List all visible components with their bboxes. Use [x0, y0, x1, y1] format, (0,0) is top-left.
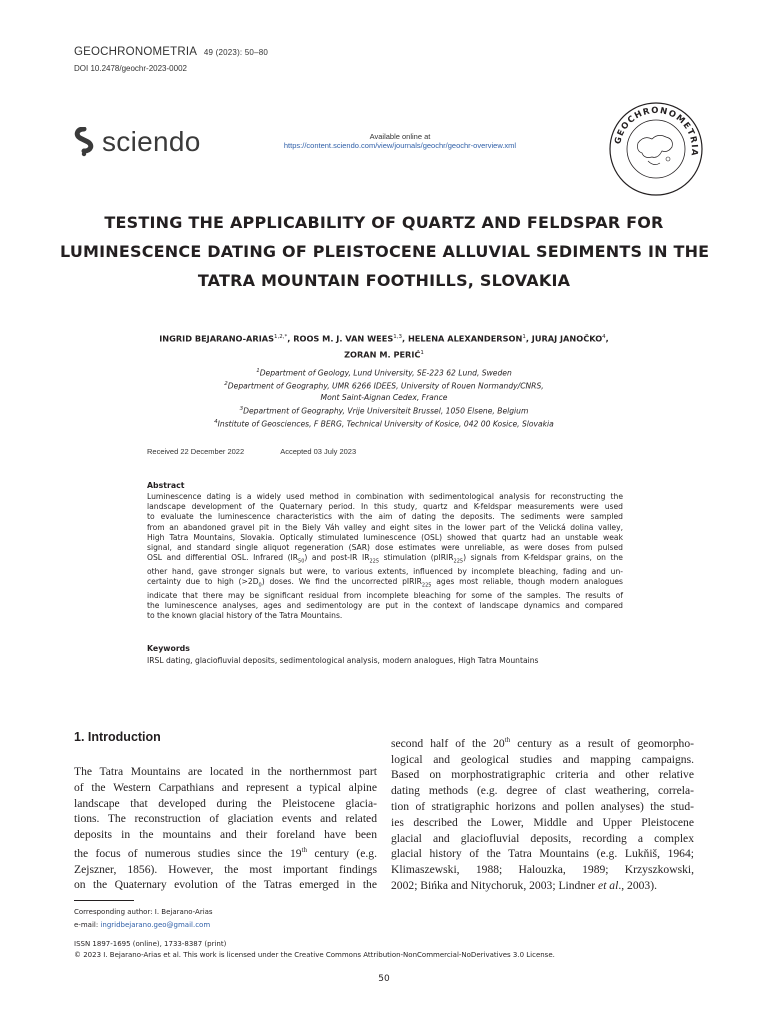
journal-name-line: [74, 46, 268, 58]
affiliation-sup: 4: [214, 418, 218, 425]
abstract-line: the luminescence analyses, ages and sedimentology are put in the context of landscape dynamics and compared: [147, 601, 623, 611]
affiliation-sup: 3: [239, 405, 244, 412]
body-column-left: [74, 764, 377, 893]
affiliation-list: [100, 366, 668, 430]
title-line: TATRA MOUNTAIN FOOTHILLS, SLOVAKIA: [197, 271, 571, 290]
author-affil-sup: 1: [522, 334, 526, 340]
journal-volume: 49 (2023): 50–80: [203, 48, 269, 57]
affiliation-text: Institute of Geosciences, F BERG, Technical University of Kosice, 042 00 Kosice, Slovakia: [217, 419, 554, 429]
corresponding-star: *: [284, 334, 288, 340]
author-line: [80, 346, 688, 362]
sciendo-logo-icon: [72, 127, 96, 157]
keywords-heading: Keywords: [147, 644, 190, 653]
body-line: tions. The reconstruction of glaciation events and related: [74, 812, 377, 826]
body-line: 2002; Bińka and Nitychoruk, 2003; Lindner et al., 2003).: [391, 879, 657, 893]
availability-note: [280, 132, 520, 150]
journal-name: GEOCHRONOMETRIA: [74, 46, 197, 58]
accepted-date: Accepted 03 July 2023: [280, 447, 357, 456]
body-line: ies described the Lower, Middle and Upper Pleistocene: [391, 815, 694, 829]
affiliation-sup: 2: [224, 381, 228, 388]
affiliation-text: Department of Geography, Vrije Universiteit Brussel, 1050 Elsene, Belgium: [243, 406, 529, 416]
title-line: LUMINESCENCE DATING OF PLEISTOCENE ALLUVIAL SEDIMENTS IN THE: [60, 242, 710, 261]
affiliation: [100, 417, 668, 430]
abstract-line: signal, and standard single aliquot regeneration (SAR) dose estimates were unreliable, as were doses from pulsed: [147, 543, 623, 553]
page-number: 50: [378, 974, 390, 984]
submission-dates: [147, 447, 356, 456]
body-line: Zejszner, 1856). However, the most important findings: [74, 862, 377, 876]
doi[interactable]: DOI 10.2478/geochr-2023-0002: [74, 64, 187, 73]
journal-url-link[interactable]: https://content.sciendo.com/view/journals/geochr/geochr-overview.xml: [283, 141, 517, 150]
body-line: The Tatra Mountains are located in the northernmost part: [74, 765, 377, 778]
author-name: JURAJ JANOČKO: [531, 333, 603, 344]
body-line: dating methods (e.g. degree of clast weathering, correla-: [391, 784, 694, 798]
corresponding-author: Corresponding author: I. Bejarano-Arias: [74, 908, 213, 916]
author-affil-sup: 4: [602, 334, 606, 340]
footnote-divider: [74, 900, 134, 901]
abstract-body: [147, 492, 623, 621]
affiliation-sup: 1: [256, 368, 260, 374]
abstract-line: indicate that there may be significant residual from incomplete bleaching for some of the samples. The results of: [147, 590, 623, 600]
affiliation-text: Department of Geology, Lund University, SE-223 62 Lund, Sweden: [259, 368, 512, 378]
author-affil-sup: 1,2,: [273, 334, 285, 340]
email-label: e-mail:: [74, 921, 99, 929]
abstract-line: landscape development of the Quaternary period. In this study, quartz and K-feldspar measurements were used: [147, 502, 623, 512]
author-list: [80, 330, 688, 361]
email-link[interactable]: ingridbejarano.geo@gmail.com: [100, 921, 211, 929]
body-line: landscape that developed during the Pleistocene glacia-: [74, 796, 377, 810]
affiliation-text: Department of Geography, UMR 6266 IDEES, University of Rouen Normandy/CNRS,: [227, 381, 544, 391]
author-affil-sup: 1: [420, 349, 424, 356]
author-affil-sup: 1,3: [393, 334, 402, 340]
journal-seal-icon: [608, 101, 704, 197]
abstract-line: OSL and differential OSL. Infrared $(IR_{50})$ and post-IR $IR_{225}$ stimulation (pIRIR$_{225}$) signals from K-feldspar grains, on the: [147, 553, 623, 565]
license: © 2023 I. Bejarano-Arias et al. This work is licensed under the Creative Commons Attribution-NonCommercial-NoDerivatives 3.0 License.: [74, 951, 555, 959]
publisher-name: sciendo: [102, 126, 201, 157]
title-line: TESTING THE APPLICABILITY OF QUARTZ AND FELDSPAR FOR: [104, 213, 664, 232]
abstract-line: certainty due to high $(>2D_0)$ doses. We find the uncorrected pIRIR$_{225}$ ages most reliable, though modern analogues: [147, 577, 623, 589]
section-heading: 1. Introduction: [74, 730, 161, 744]
body-line: glacial history of the Tatra Mountains (e.g. Lukňiš, 1964;: [391, 847, 694, 861]
affiliation-text: Mont Saint-Aignan Cedex, France: [320, 393, 448, 403]
received-date: Received 22 December 2022: [147, 447, 245, 456]
body-line: deposits in the mountains and their foreland have been: [74, 828, 377, 842]
body-line: on the Quaternary evolution of the Tatras emerged in the: [74, 878, 377, 892]
abstract-line: to evaluate the luminescence characteristics with the aim of dating the deposits. The sediments were sampled: [147, 512, 623, 522]
affiliation: [100, 404, 668, 417]
body-line: glacial and glaciofluvial deposits, recording a complex: [391, 831, 694, 845]
body-line: of the Western Carpathians and represent a typical alpine: [74, 780, 377, 794]
available-label: Available online at: [369, 132, 431, 141]
body-line: the focus of numerous studies since the 19th century (e.g.: [74, 845, 378, 860]
paper-title: [60, 208, 708, 295]
author-name: HELENA ALEXANDERSON: [407, 333, 523, 344]
author-name: ZORAN M. PERIĆ: [344, 349, 421, 360]
body-line: Klimaszewski, 1988; Halouzka, 1989; Krzyszkowski,: [391, 863, 694, 877]
body-line: logical and geological studies and mapping campaigns.: [391, 752, 694, 766]
abstract-line: Luminescence dating is a widely used method in combination with sedimentological analysis for reconstructing the: [147, 492, 623, 501]
svg-text:GEOCHRONOMETRIA: GEOCHRONOMETRIA: [613, 105, 700, 158]
author-name: ROOS M. J. VAN WEES: [293, 333, 394, 344]
affiliation: [100, 379, 668, 392]
abstract-line: High Tatra Mountains, Slovakia. Optically stimulated luminescence (OSL) showed that quartz had an unstable weak: [147, 532, 623, 542]
body-line: Based on morphostratigraphic criteria and other relative: [391, 768, 694, 782]
body-line: tion of stratigraphic horizons and pollen analyses) the stud-: [391, 800, 694, 814]
author-name: INGRID BEJARANO-ARIAS: [159, 333, 274, 344]
affiliation: [100, 392, 668, 404]
keywords-text: IRSL dating, glaciofluvial deposits, sedimentological analysis, modern analogues, High Tatra Mountains: [147, 656, 539, 665]
body-column-right: [391, 733, 694, 894]
abstract-line: other hand, gave stronger signals but were, to various extents, influenced by incomplete bleaching, fading and un-: [147, 566, 623, 576]
email-line: [74, 921, 210, 929]
author-line: INGRID BEJARANO-$ARIAS^{1,2,*}$, ROOS M. J. VAN WEES$^{1,3}$, HELENA ALEXANDERSON$^1$, JURAJ JANOČKO$^4$,: [159, 333, 609, 344]
publisher-logo: [72, 127, 201, 157]
abstract-line: to the known glacial history of the Tatra Mountains.: [147, 611, 343, 621]
issn: ISSN 1897-1695 (online), 1733-8387 (print): [74, 940, 227, 948]
abstract-heading: Abstract: [147, 481, 185, 490]
body-line: second half of the 20th century as a result of geomorpho-: [391, 736, 694, 750]
affiliation: [100, 366, 668, 379]
abstract-line: from an abandoned gravel pit in the Biely Váh valley and eight sites in the lower part of the Velická dolina valley,: [147, 522, 623, 532]
